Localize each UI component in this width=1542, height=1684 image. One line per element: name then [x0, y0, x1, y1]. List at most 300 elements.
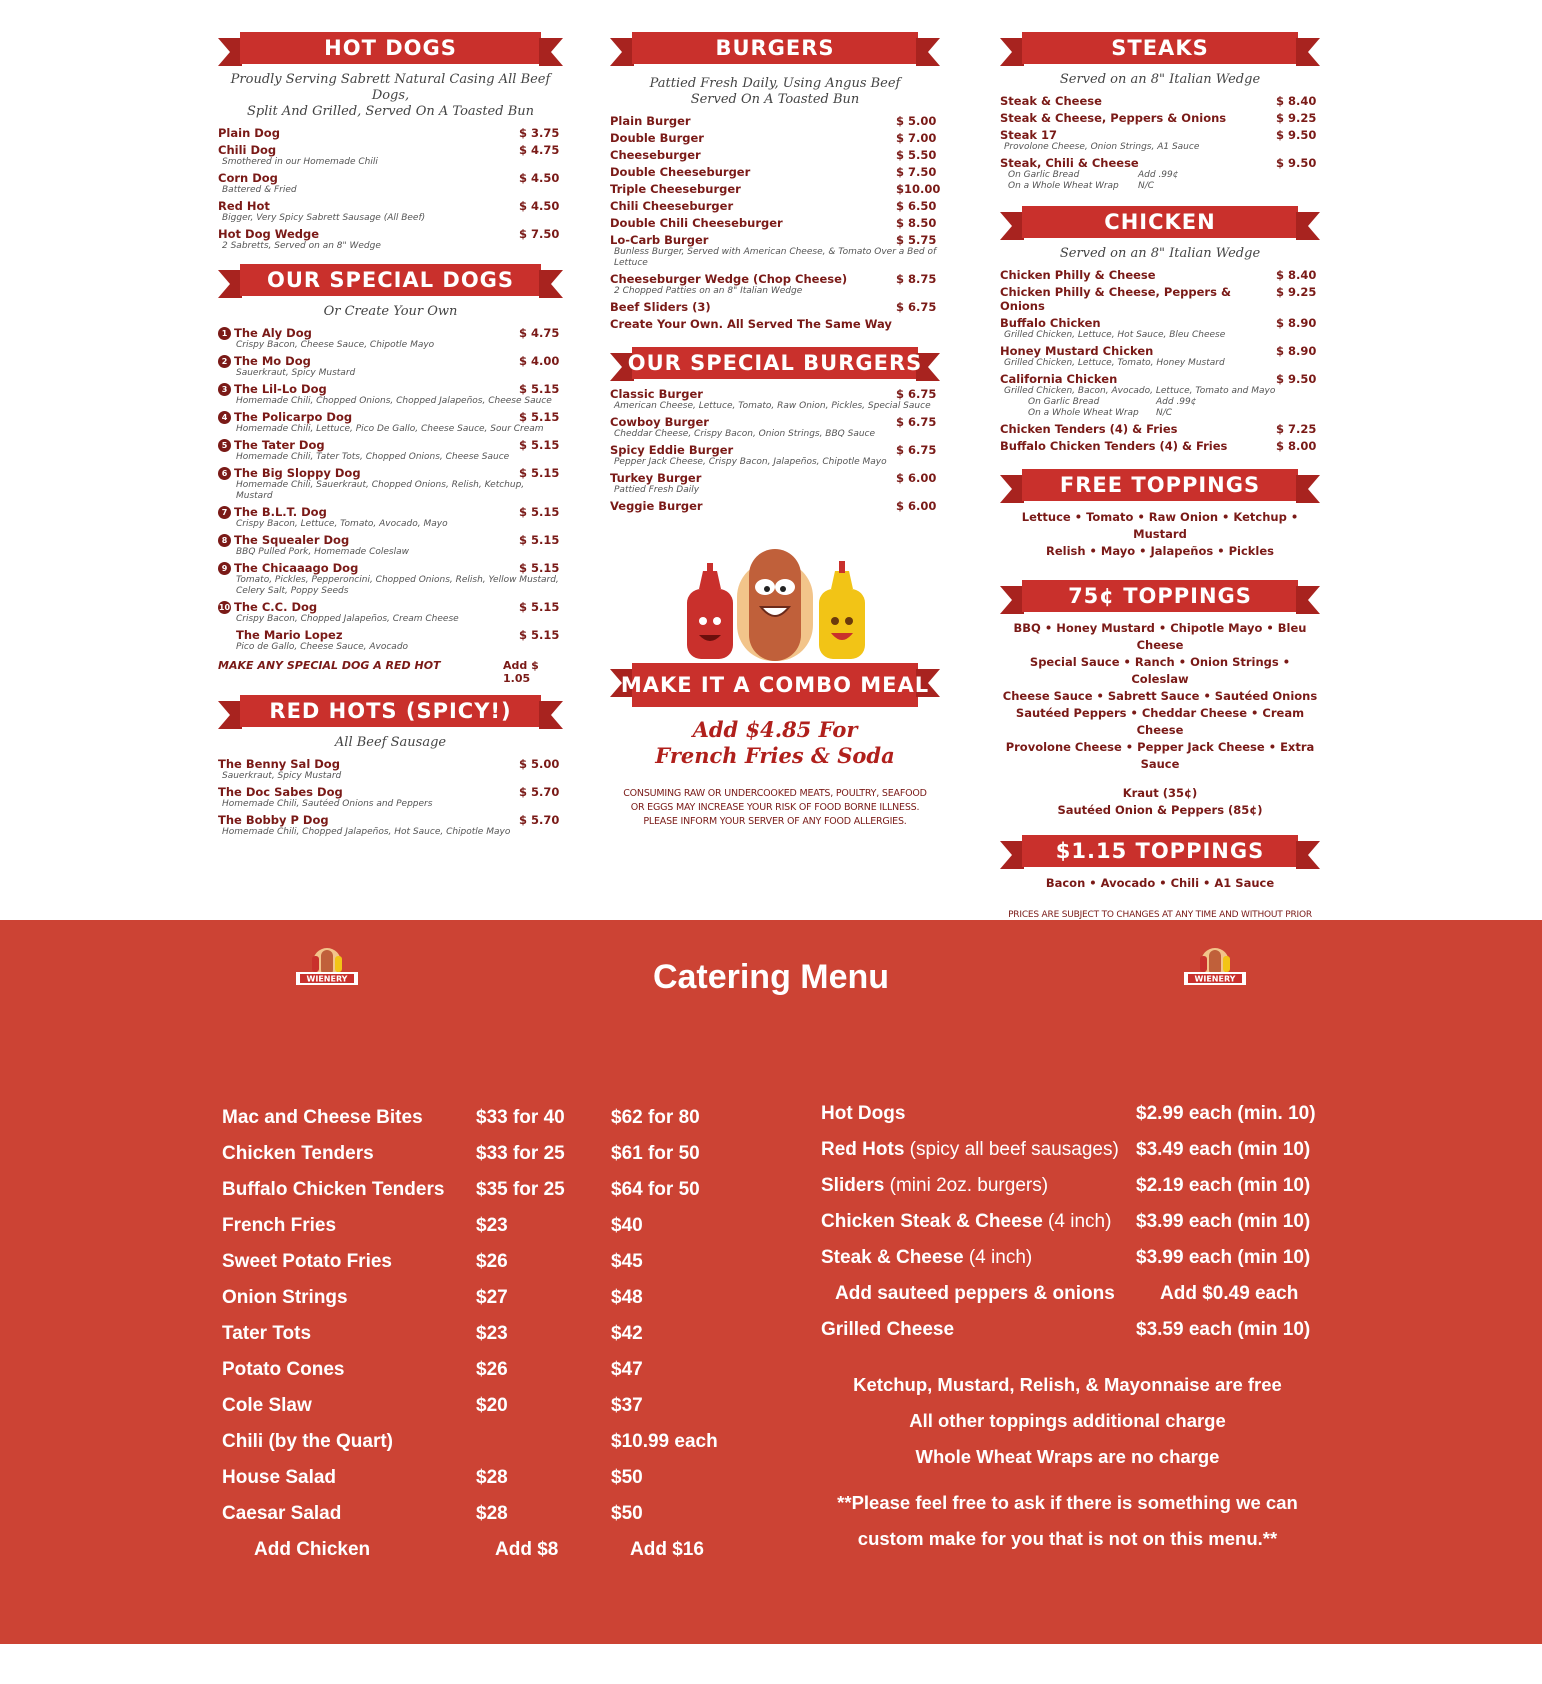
combo-title: MAKE IT A COMBO MEAL — [620, 673, 930, 697]
menu-item — [1000, 344, 1320, 358]
item-price: $ 5.15 — [519, 410, 560, 424]
catering-row — [821, 1168, 1341, 1204]
catering-row-add-peppers — [821, 1276, 1341, 1312]
steaks-title: STEAKS — [1111, 36, 1209, 60]
item-name-wrap — [218, 354, 519, 368]
item-price: $ 4.75 — [519, 326, 560, 340]
item-number-badge: 9 — [218, 562, 231, 575]
menu-item — [610, 114, 940, 128]
item-description: Grilled Chicken, Lettuce, Hot Sauce, Bleu Cheese — [1004, 330, 1226, 340]
menu-item — [1000, 372, 1320, 386]
item-price: $ 6.50 — [896, 199, 937, 213]
item-price: $ 6.75 — [896, 443, 937, 457]
mascot-illustration — [655, 541, 895, 661]
combo-offer-line-2: French Fries & Soda — [655, 743, 895, 768]
free-toppings-banner — [1000, 467, 1320, 503]
create-your-own — [610, 317, 940, 331]
item-description: Smothered in our Homemade Chili — [222, 157, 378, 167]
food-safety-notice — [610, 787, 940, 829]
catering-row — [821, 1204, 1341, 1240]
menu-item — [610, 387, 940, 401]
toppings-75-banner — [1000, 578, 1320, 614]
item-price: $ 6.75 — [896, 300, 937, 314]
item-price: $ 5.00 — [896, 114, 937, 128]
catering-row — [821, 1240, 1341, 1276]
catering-item-name-wrap — [821, 1247, 1136, 1269]
item-name: Chicken Tenders (4) & Fries — [1000, 422, 1178, 436]
item-name: Steak & Cheese, Peppers & Onions — [1000, 111, 1227, 125]
catering-large-price: Add $16 — [630, 1539, 704, 1560]
item-price: $ 5.15 — [519, 533, 560, 547]
svg-text:WIENERY: WIENERY — [1194, 974, 1236, 984]
item-description: Bigger, Very Spicy Sabrett Sausage (All Beef) — [222, 213, 426, 223]
item-name: Lo-Carb Burger — [610, 233, 709, 247]
item-name: The Benny Sal Dog — [218, 757, 340, 771]
toppings-75-line-7: Sautéed Onion & Peppers (85¢) — [1057, 803, 1263, 817]
special-dogs-title: OUR SPECIAL DOGS — [266, 268, 515, 292]
item-name: Honey Mustard Chicken — [1000, 344, 1154, 358]
item-name: Veggie Burger — [610, 499, 703, 513]
catering-row — [821, 1096, 1341, 1132]
menu-item — [1000, 439, 1320, 453]
item-description: Provolone Cheese, Onion Strings, A1 Sauce — [1004, 142, 1200, 152]
catering-item-name-wrap — [821, 1175, 1136, 1197]
catering-item-name: Caesar Salad — [222, 1503, 342, 1524]
item-name: Buffalo Chicken — [1000, 316, 1101, 330]
catering-row-grilled-cheese — [821, 1312, 1341, 1348]
menu-item — [218, 533, 563, 547]
catering-item-price: $2.19 each (min 10) — [1136, 1175, 1311, 1196]
item-price: $ 8.40 — [1276, 268, 1317, 282]
menu-item — [610, 415, 940, 429]
catering-small-price: $28 — [476, 1503, 508, 1524]
note-price: Add $ 1.05 — [503, 659, 539, 685]
item-name: Hot Dog Wedge — [218, 227, 320, 241]
item-price: $ 5.15 — [519, 628, 560, 642]
item-name-wrap — [218, 382, 519, 396]
free-toppings-line-1: Lettuce • Tomato • Raw Onion • Ketchup • Mustard — [1021, 510, 1299, 541]
item-number-badge: 2 — [218, 355, 231, 368]
item-name: Double Burger — [610, 131, 704, 145]
toppings-75-line-4: Sautéed Peppers • Cheddar Cheese • Cream Cheese — [1015, 706, 1305, 737]
catering-item-name: Chicken Tenders — [222, 1143, 374, 1164]
menu-item — [218, 199, 563, 213]
menu-item — [1000, 156, 1320, 170]
item-name: The Big Sloppy Dog — [234, 466, 361, 480]
wienery-logo-icon — [1180, 944, 1250, 994]
item-description: Pattied Fresh Daily — [614, 485, 700, 495]
item-description: Grilled Chicken, Bacon, Avocado, Lettuce, Tomato and Mayo — [1004, 386, 1276, 396]
menu-item — [1000, 422, 1320, 436]
catering-large-price: $37 — [611, 1395, 643, 1416]
option-price: N/C — [1138, 181, 1155, 191]
free-toppings-title: FREE TOPPINGS — [1059, 473, 1261, 497]
item-price: $ 8.50 — [896, 216, 937, 230]
burgers-banner — [610, 30, 940, 66]
item-name: Plain Burger — [610, 114, 691, 128]
item-name-wrap — [218, 600, 519, 614]
toppings-75-line-6: Kraut (35¢) — [1122, 786, 1198, 800]
steaks-list — [1000, 94, 1320, 170]
menu-item — [1000, 111, 1320, 125]
catering-item-name: Add Chicken — [254, 1539, 371, 1560]
option-name: On Garlic Bread — [1008, 170, 1080, 180]
note-text: MAKE ANY SPECIAL DOG A RED HOT — [218, 659, 441, 672]
catering-small-price: $35 for 25 — [476, 1179, 565, 1200]
catering-small-price: $26 — [476, 1251, 508, 1272]
item-name: Beef Sliders (3) — [610, 300, 711, 314]
item-price: $ 6.00 — [896, 471, 937, 485]
price-change-notice: PRICES ARE SUBJECT TO CHANGES AT ANY TIME AND WITHOUT PRIOR — [1008, 910, 1312, 920]
item-name: The Mario Lopez — [236, 628, 343, 642]
item-name: The Bobby P Dog — [218, 813, 329, 827]
menu-item — [218, 628, 563, 642]
free-toppings-line-2: Relish • Mayo • Jalapeños • Pickles — [1045, 544, 1275, 558]
item-description: Homemade Chili, Lettuce, Pico De Gallo, Cheese Sauce, Sour Cream — [236, 424, 544, 434]
catering-row — [222, 1316, 742, 1352]
notice-line-1: CONSUMING RAW OR UNDERCOOKED MEATS, POULTRY, SEAFOOD — [623, 788, 927, 799]
item-description: Sauerkraut, Spicy Mustard — [222, 771, 342, 781]
item-price: $ 6.75 — [896, 415, 937, 429]
item-description: 2 Chopped Patties on an 8" Italian Wedge — [614, 286, 803, 296]
steaks-subtitle: Served on an 8" Italian Wedge — [1059, 72, 1261, 87]
menu-item — [610, 300, 940, 314]
item-price: $ 6.00 — [896, 499, 937, 513]
catering-row — [222, 1424, 742, 1460]
catering-item-name: Buffalo Chicken Tenders — [222, 1179, 445, 1200]
catering-sides-table — [222, 1100, 742, 1568]
item-description: Crispy Bacon, Chopped Jalapeños, Cream Cheese — [236, 614, 459, 624]
catering-large-price: $48 — [611, 1287, 643, 1308]
menu-item — [218, 561, 563, 575]
catering-large-price: $10.99 each — [611, 1431, 718, 1452]
item-price: $ 7.50 — [519, 227, 560, 241]
item-price: $ 5.15 — [519, 600, 560, 614]
catering-row — [821, 1132, 1341, 1168]
catering-item-name: Sweet Potato Fries — [222, 1251, 392, 1272]
item-description: Pepper Jack Cheese, Crispy Bacon, Jalapeños, Chipotle Mayo — [614, 457, 887, 467]
special-burgers-title: OUR SPECIAL BURGERS — [627, 351, 923, 375]
item-name: Buffalo Chicken Tenders (4) & Fries — [1000, 439, 1228, 453]
catering-small-price: $20 — [476, 1395, 508, 1416]
catering-item-name: House Salad — [222, 1467, 337, 1488]
item-name: Classic Burger — [610, 387, 703, 401]
catering-item-note: (4 inch) — [963, 1247, 1033, 1268]
menu-item — [218, 382, 563, 396]
catering-row — [222, 1496, 742, 1532]
item-name: Chili Dog — [218, 143, 277, 157]
catering-small-price: $33 for 40 — [476, 1107, 565, 1128]
hot-dogs-subtitle-line-2: Split And Grilled, Served On A Toasted Bun — [246, 104, 535, 119]
svg-text:WIENERY: WIENERY — [306, 974, 348, 984]
menu-item — [610, 148, 940, 162]
item-name-wrap — [218, 466, 519, 480]
steak-bread-option — [1000, 170, 1320, 181]
catering-row — [222, 1352, 742, 1388]
item-price: $ 6.75 — [896, 387, 937, 401]
catering-large-price: $47 — [611, 1359, 643, 1380]
catering-item-name: Chicken Steak & Cheese — [821, 1211, 1043, 1232]
item-price: $ 7.50 — [896, 165, 937, 179]
menu-item — [218, 466, 563, 480]
menu-item — [218, 326, 563, 340]
burgers-list — [610, 114, 940, 314]
red-hots-banner — [218, 693, 563, 729]
item-name: The Tater Dog — [234, 438, 325, 452]
item-name-wrap — [218, 505, 519, 519]
item-name: The Doc Sabes Dog — [218, 785, 343, 799]
menu-item — [218, 143, 563, 157]
catering-item-note: (spicy all beef sausages) — [904, 1139, 1119, 1160]
chicken-title: CHICKEN — [1104, 210, 1216, 234]
item-price: $ 5.75 — [896, 233, 937, 247]
item-name: The Squealer Dog — [234, 533, 350, 547]
item-name: The B.L.T. Dog — [234, 505, 327, 519]
toppings-75-line-2: Special Sauce • Ranch • Onion Strings • Coleslaw — [1029, 655, 1291, 686]
menu-item — [1000, 268, 1320, 282]
catering-row — [222, 1136, 742, 1172]
item-price: $ 7.25 — [1276, 422, 1317, 436]
item-name-wrap — [218, 561, 519, 575]
item-description: Tomato, Pickles, Pepperoncini, Chopped Onions, Relish, Yellow Mustard, Celery Salt, Poppy Seeds — [236, 575, 559, 596]
special-burgers-banner — [610, 345, 940, 381]
menu-item — [218, 600, 563, 614]
combo-offer-line-1: Add $4.85 For — [692, 717, 858, 742]
item-description: Crispy Bacon, Lettuce, Tomato, Avocado, Mayo — [236, 519, 448, 529]
item-description: Homemade Chili, Sauerkraut, Chopped Onions, Relish, Ketchup, Mustard — [236, 480, 525, 501]
catering-large-price: $50 — [611, 1503, 643, 1524]
item-name: The Lil-Lo Dog — [234, 382, 327, 396]
catering-small-price: $23 — [476, 1215, 508, 1236]
catering-small-price: $28 — [476, 1467, 508, 1488]
item-description: Homemade Chili, Tater Tots, Chopped Onions, Cheese Sauce — [236, 452, 510, 462]
toppings-115-line-1: Bacon • Avocado • Chili • A1 Sauce — [1045, 876, 1275, 890]
item-price: $ 5.00 — [519, 757, 560, 771]
red-hots-subtitle: All Beef Sausage — [334, 735, 447, 750]
item-description: Crispy Bacon, Cheese Sauce, Chipotle Mayo — [236, 340, 435, 350]
catering-row — [222, 1208, 742, 1244]
item-price: $ 5.70 — [519, 813, 560, 827]
item-number-badge: 3 — [218, 383, 231, 396]
item-number-badge: 6 — [218, 467, 231, 480]
red-hot-upgrade-note — [218, 659, 563, 685]
wienery-logo-right — [1180, 944, 1250, 994]
item-price: $ 5.15 — [519, 382, 560, 396]
hot-dogs-banner — [218, 30, 563, 66]
catering-item-name: Hot Dogs — [821, 1103, 906, 1124]
item-description: Grilled Chicken, Lettuce, Tomato, Honey Mustard — [1004, 358, 1225, 368]
menu-item — [218, 757, 563, 771]
toppings-75-line-3: Cheese Sauce • Sabrett Sauce • Sautéed Onions — [1002, 689, 1318, 703]
menu-item — [218, 813, 563, 827]
toppings-115-title: $1.15 TOPPINGS — [1055, 839, 1265, 863]
catering-small-price: $27 — [476, 1287, 508, 1308]
item-description: BBQ Pulled Pork, Homemade Coleslaw — [236, 547, 409, 557]
steaks-banner — [1000, 30, 1320, 66]
catering-large-price: $45 — [611, 1251, 643, 1272]
item-price: $ 9.50 — [1276, 156, 1317, 170]
item-number-badge: 7 — [218, 506, 231, 519]
catering-large-price: $42 — [611, 1323, 643, 1344]
item-description: Homemade Chili, Sautéed Onions and Peppers — [222, 799, 433, 809]
item-name: Steak & Cheese — [1000, 94, 1102, 108]
catering-item-price: $2.99 each (min. 10) — [1136, 1103, 1316, 1124]
special-dogs-banner — [218, 262, 563, 298]
item-number-badge: 10 — [218, 603, 231, 612]
combo-banner — [610, 661, 940, 709]
item-price: $ 5.15 — [519, 561, 560, 575]
hot-dog-character-icon — [737, 549, 813, 661]
catering-entrees-table — [821, 1096, 1341, 1348]
item-price: $ 8.40 — [1276, 94, 1317, 108]
catering-note-4: **Please feel free to ask if there is something we can — [837, 1492, 1298, 1513]
menu-item — [1000, 316, 1320, 330]
item-price: $ 5.50 — [896, 148, 937, 162]
ketchup-bottle-icon — [687, 563, 733, 659]
menu-item — [218, 354, 563, 368]
menu-item — [610, 182, 940, 196]
catering-section — [0, 920, 1542, 1644]
catering-large-price: $62 for 80 — [611, 1107, 700, 1128]
catering-large-price: $40 — [611, 1215, 643, 1236]
item-price: $ 5.15 — [519, 466, 560, 480]
special-dogs-list — [218, 326, 563, 625]
catering-large-price: $61 for 50 — [611, 1143, 700, 1164]
catering-item-name: Red Hots — [821, 1139, 905, 1160]
chicken-subtitle: Served on an 8" Italian Wedge — [1059, 246, 1261, 261]
red-hots-list — [218, 757, 563, 838]
catering-large-price: $50 — [611, 1467, 643, 1488]
catering-row — [222, 1280, 742, 1316]
catering-note-1: Ketchup, Mustard, Relish, & Mayonnaise are free — [853, 1374, 1282, 1395]
catering-item-note: (4 inch) — [1042, 1211, 1112, 1232]
item-name-wrap — [218, 326, 519, 340]
hot-dogs-subtitle-line-1: Proudly Serving Sabrett Natural Casing All Beef Dogs, — [230, 72, 551, 103]
catering-row-add-chicken — [222, 1532, 742, 1568]
catering-item-name: Potato Cones — [222, 1359, 345, 1380]
item-price: $ 8.90 — [1276, 316, 1317, 330]
toppings-75-line-5: Provolone Cheese • Pepper Jack Cheese • Extra Sauce — [1005, 740, 1315, 771]
middle-menu-column — [610, 30, 940, 829]
item-number-badge: 5 — [218, 439, 231, 452]
hot-dogs-list — [218, 126, 563, 252]
item-name: Steak, Chili & Cheese — [1000, 156, 1139, 170]
item-name-wrap — [218, 438, 519, 452]
chicken-list — [1000, 268, 1320, 397]
toppings-75-line-1: BBQ • Honey Mustard • Chipotle Mayo • Bleu Cheese — [1013, 621, 1307, 652]
item-price: $ 9.25 — [1276, 111, 1317, 125]
toppings-75-title: 75¢ TOPPINGS — [1068, 584, 1252, 608]
item-name-wrap — [218, 410, 519, 424]
left-menu-column — [218, 30, 563, 838]
catering-item-name-wrap — [821, 1139, 1136, 1161]
option-name: On a Whole Wheat Wrap — [1028, 408, 1139, 418]
menu-item — [218, 438, 563, 452]
catering-item-name-wrap — [821, 1103, 1136, 1125]
menu-item — [218, 410, 563, 424]
option-price: Add .99¢ — [1138, 170, 1179, 180]
chicken-banner — [1000, 204, 1320, 240]
item-name: The Policarpo Dog — [234, 410, 353, 424]
hot-dogs-subtitle — [218, 72, 563, 120]
item-name: Cowboy Burger — [610, 415, 709, 429]
item-price: $ 8.75 — [896, 272, 937, 286]
catering-item-price: Add $0.49 each — [1160, 1283, 1299, 1304]
catering-item-name: Onion Strings — [222, 1287, 348, 1308]
catering-item-name: Steak & Cheese — [821, 1247, 964, 1268]
item-name: Chicken Philly & Cheese, Peppers & Onions — [1000, 285, 1231, 313]
option-name: On Garlic Bread — [1028, 397, 1100, 407]
catering-item-name: Cole Slaw — [222, 1395, 312, 1416]
option-name: On a Whole Wheat Wrap — [1008, 181, 1119, 191]
item-description: Homemade Chili, Chopped Jalapeños, Hot Sauce, Chipotle Mayo — [222, 827, 511, 837]
item-price: $ 3.75 — [519, 126, 560, 140]
catering-title: Catering Menu — [652, 958, 890, 996]
catering-row — [222, 1244, 742, 1280]
item-price: $ 8.90 — [1276, 344, 1317, 358]
item-name: Chili Cheeseburger — [610, 199, 734, 213]
catering-note-3: Whole Wheat Wraps are no charge — [915, 1446, 1220, 1467]
catering-item-price: $3.59 each (min 10) — [1136, 1319, 1311, 1340]
catering-row — [222, 1388, 742, 1424]
item-name: California Chicken — [1000, 372, 1118, 386]
menu-item — [610, 233, 940, 247]
menu-item — [610, 471, 940, 485]
menu-item — [610, 216, 940, 230]
item-name: The Mo Dog — [234, 354, 311, 368]
item-name: Cheeseburger — [610, 148, 701, 162]
item-description: Bunless Burger, Served with American Cheese, & Tomato Over a Bed of Lettuce — [614, 247, 937, 268]
menu-item — [218, 505, 563, 519]
combo-offer — [610, 717, 940, 769]
catering-small-price: $33 for 25 — [476, 1143, 565, 1164]
burgers-title: BURGERS — [715, 36, 835, 60]
item-name: The Aly Dog — [234, 326, 312, 340]
item-description: Sauerkraut, Spicy Mustard — [236, 368, 356, 378]
menu-item — [610, 443, 940, 457]
catering-item-price: $3.99 each (min 10) — [1136, 1247, 1311, 1268]
catering-item-name: Mac and Cheese Bites — [222, 1107, 423, 1128]
item-price: $ 7.00 — [896, 131, 937, 145]
catering-small-price: $26 — [476, 1359, 508, 1380]
catering-small-price: $23 — [476, 1323, 508, 1344]
item-name: The Chicaaago Dog — [234, 561, 359, 575]
catering-item-name: Add sauteed peppers & onions — [835, 1283, 1115, 1304]
burgers-subtitle — [610, 76, 940, 108]
item-description: Pico de Gallo, Cheese Sauce, Avocado — [236, 642, 409, 652]
catering-note-5: custom make for you that is not on this menu.** — [857, 1528, 1278, 1549]
menu-item — [218, 126, 563, 140]
tenders-list — [1000, 422, 1320, 453]
item-name: Double Cheeseburger — [610, 165, 751, 179]
hot-dogs-title: HOT DOGS — [324, 36, 457, 60]
catering-note-2: All other toppings additional charge — [909, 1410, 1226, 1431]
catering-item-note: (mini 2oz. burgers) — [884, 1175, 1049, 1196]
special-dogs-subtitle: Or Create Your Own — [323, 304, 458, 319]
mustard-bottle-icon — [819, 561, 865, 659]
item-name: Cheeseburger Wedge (Chop Cheese) — [610, 272, 848, 286]
item-name-wrap — [218, 533, 519, 547]
catering-row — [222, 1100, 742, 1136]
item-price: $ 5.70 — [519, 785, 560, 799]
item-name: Double Chili Cheeseburger — [610, 216, 783, 230]
menu-item — [610, 165, 940, 179]
catering-item-name: Tater Tots — [222, 1323, 312, 1344]
catering-row — [222, 1172, 742, 1208]
item-name: Turkey Burger — [610, 471, 702, 485]
burgers-subtitle-line-2: Served On A Toasted Bun — [690, 92, 860, 107]
item-price: $ 9.50 — [1276, 372, 1317, 386]
